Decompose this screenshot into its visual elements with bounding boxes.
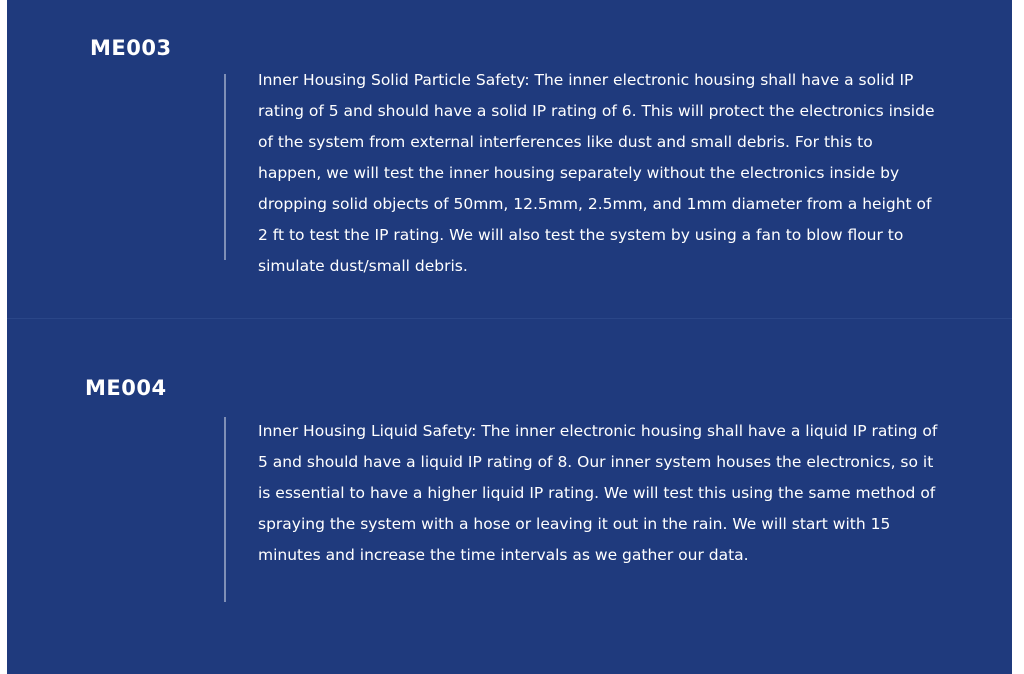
requirement-section	[7, 0, 1012, 318]
requirement-section	[7, 319, 1012, 674]
requirement-id: ME004	[85, 376, 167, 400]
requirements-page	[7, 0, 1012, 674]
requirement-id: ME003	[90, 36, 172, 60]
requirement-text: Inner Housing Liquid Safety: The inner electronic housing shall have a liquid IP rating of 5 and should have a liquid IP rating of 8. Our inner system houses the electronics, so it is essential to have a higher liquid IP rating. We will test this using the same method of spraying the system with a hose or leaving it out in the rain. We will start with 15 minutes and increase the time intervals as we gather our data.	[258, 422, 938, 564]
requirement-text: Inner Housing Solid Particle Safety: The inner electronic housing shall have a solid IP rating of 5 and should have a solid IP rating of 6. This will protect the electronics inside of the system from external interferences like dust and small debris. For this to happen, we will test the inner housing separately without the electronics inside by dropping solid objects of 50mm, 12.5mm, 2.5mm, and 1mm diameter from a height of 2 ft to test the IP rating. We will also test the system by using a fan to blow flour to simulate dust/small debris.	[258, 71, 935, 275]
quote-bar	[224, 74, 226, 260]
quote-bar	[224, 417, 226, 602]
